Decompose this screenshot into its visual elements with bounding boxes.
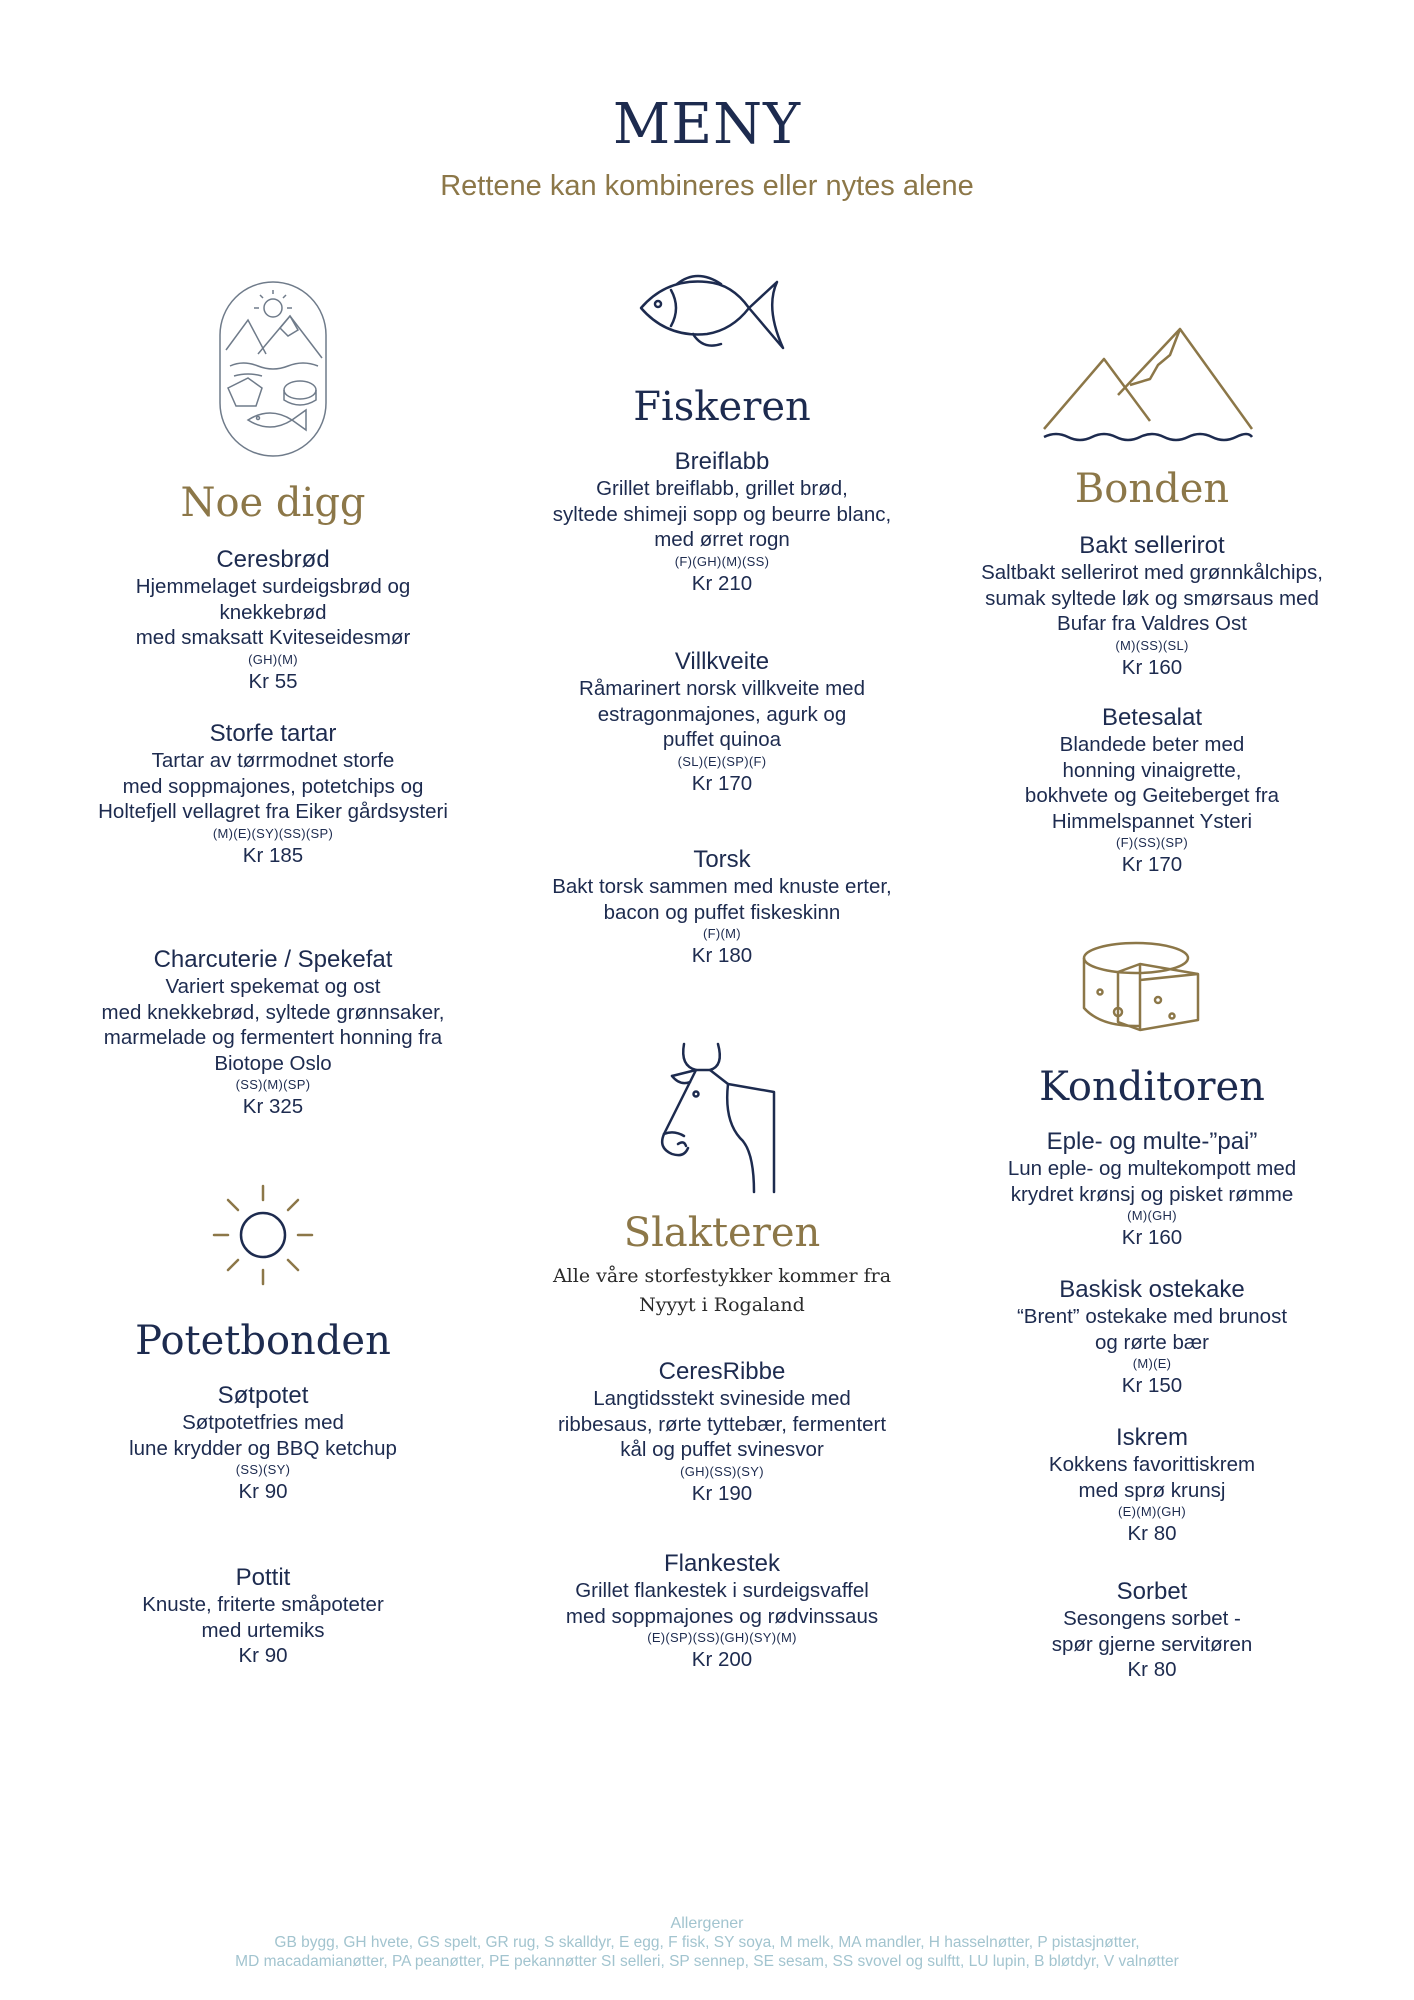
dish-charcuterie	[63, 946, 483, 1120]
dish-allergens: (M)(E)(SY)(SS)(SP)	[212, 825, 334, 841]
dish-name: Ceresbrød	[216, 546, 330, 573]
dish-name: Iskrem	[1116, 1424, 1188, 1451]
dish-name: Torsk	[693, 846, 751, 873]
section-title-noe-digg: Noe digg	[180, 480, 366, 526]
dish-allergens: (SL)(E)(SP)(F)	[677, 753, 767, 769]
dish-name: Søtpotet	[217, 1382, 309, 1409]
allergen-heading: Allergener	[670, 1915, 744, 1932]
allergen-line-1: GB bygg, GH hvete, GS spelt, GR rug, S skalldyr, E egg, F fisk, SY soya, M melk, MA mandler, H hasselnøtter, P pistasjnøtter,	[274, 1934, 1140, 1951]
dish-description: Kokkens favorittiskrem med sprø krunsj	[1048, 1453, 1256, 1502]
dish-allergens: (M)(E)	[1132, 1356, 1172, 1371]
dish-description: Langtidsstekt svineside med ribbesaus, rørte tyttebær, fermentert kål og puffet svinesvor	[557, 1387, 887, 1461]
dish-allergens: (M)(SS)(SL)	[1115, 637, 1189, 653]
dish-allergens: (F)(M)	[703, 926, 741, 941]
dish-allergens: (SS)(SY)	[235, 1462, 291, 1477]
landscape-oval-icon	[218, 280, 328, 458]
dish-price: Kr 190	[691, 1481, 753, 1505]
dish-name: CeresRibbe	[658, 1358, 786, 1385]
dish-price: Kr 200	[691, 1648, 753, 1671]
dish-price: Kr 90	[238, 1480, 288, 1503]
dish-description: Saltbakt sellerirot med grønnkålchips, sumak syltede løk og smørsaus med Bufar fra Valdres Ost	[981, 561, 1323, 635]
dish-storfe-tartar	[63, 720, 483, 869]
dish-price: Kr 150	[1121, 1374, 1183, 1397]
dish-description: Hjemmelaget surdeigsbrød og knekkebrød med smaksatt Kviteseidesmør	[135, 575, 411, 649]
dish-price: Kr 80	[1127, 1658, 1177, 1681]
dish-allergens: (F)(SS)(SP)	[1116, 835, 1188, 850]
dish-name: Sorbet	[1116, 1578, 1188, 1605]
dish-name: Flankestek	[663, 1550, 781, 1577]
dish-allergens: (M)(GH)	[1127, 1208, 1177, 1223]
dish-description: Grillet flankestek i surdeigsvaffel med soppmajones og rødvinssaus	[565, 1579, 879, 1628]
page-title: MENY	[612, 92, 802, 157]
section-title-bonden: Bonden	[1074, 466, 1230, 512]
dish-eple-multe-pai	[942, 1128, 1362, 1251]
allergen-footer	[0, 1914, 1414, 1971]
dish-price: Kr 170	[691, 771, 753, 795]
dish-description: Bakt torsk sammen med knuste erter, bacon og puffet fiskeskinn	[552, 875, 892, 924]
dish-price: Kr 160	[1121, 655, 1183, 679]
dish-allergens: (SS)(M)(SP)	[235, 1077, 311, 1092]
dish-pottit	[53, 1564, 473, 1669]
dish-price: Kr 170	[1121, 853, 1183, 876]
dish-name: Baskisk ostekake	[1059, 1276, 1245, 1303]
dish-bakt-sellerirot	[942, 532, 1362, 681]
dish-name: Betesalat	[1101, 704, 1203, 731]
dish-villkveite	[512, 648, 932, 797]
dish-allergens: (E)(M)(GH)	[1118, 1504, 1186, 1519]
cheese-icon	[1080, 940, 1202, 1036]
dish-price: Kr 80	[1127, 1522, 1177, 1545]
fish-icon	[637, 268, 787, 356]
section-title-potetbonden: Potetbonden	[135, 1318, 391, 1364]
dish-name: Breiflabb	[674, 448, 770, 475]
dish-ceresbrod	[63, 546, 483, 695]
dish-price: Kr 160	[1121, 1226, 1183, 1249]
dish-sorbet	[942, 1578, 1362, 1683]
section-title-fiskeren: Fiskeren	[633, 384, 811, 430]
dish-description: Sesongens sorbet - spør gjerne servitøren	[1051, 1607, 1253, 1656]
cow-head-icon	[654, 1040, 779, 1192]
dish-name: Villkveite	[674, 648, 770, 675]
section-title-slakteren: Slakteren	[623, 1210, 821, 1256]
dish-name: Bakt sellerirot	[1079, 532, 1225, 559]
dish-allergens: (E)(SP)(SS)(GH)(SY)(M)	[647, 1630, 797, 1645]
dish-description: “Brent” ostekake med brunost og rørte bær	[1016, 1305, 1288, 1354]
dish-price: Kr 210	[691, 571, 753, 595]
dish-allergens: (GH)(M)	[248, 651, 298, 667]
allergen-line-2: MD macadamianøtter, PA peanøtter, PE pekannøtter SI selleri, SP sennep, SE sesam, SS svovel og sulftt, LU lupin, B bløtdyr, V valnøtter	[235, 1953, 1179, 1970]
dish-allergens: (GH)(SS)(SY)	[680, 1463, 764, 1479]
slakteren-intro: Alle våre storfestykker kommer fra Nyyyt i Rogaland	[552, 1265, 892, 1316]
dish-description: Grillet breiflabb, grillet brød, syltede shimeji sopp og beurre blanc, med ørret rogn	[552, 477, 892, 551]
dish-price: Kr 325	[242, 1095, 304, 1118]
dish-name: Eple- og multe-”pai”	[1046, 1128, 1258, 1155]
dish-description: Lun eple- og multekompott med krydret krønsj og pisket rømme	[1007, 1157, 1297, 1206]
dish-sotpotet	[53, 1382, 473, 1505]
dish-torsk	[512, 846, 932, 969]
dish-name: Pottit	[235, 1564, 291, 1591]
dish-name: Charcuterie / Spekefat	[153, 946, 393, 973]
dish-description: Blandede beter med honning vinaigrette, bokhvete og Geiteberget fra Himmelspannet Ysteri	[1024, 733, 1280, 833]
dish-description: Søtpotetfries med lune krydder og BBQ ketchup	[129, 1411, 397, 1460]
section-title-konditoren: Konditoren	[1039, 1064, 1265, 1110]
dish-iskrem	[942, 1424, 1362, 1547]
dish-name: Storfe tartar	[209, 720, 337, 747]
dish-price: Kr 180	[691, 944, 753, 967]
dish-breiflabb	[512, 448, 932, 597]
dish-description: Råmarinert norsk villkveite med estragonmajones, agurk og puffet quinoa	[579, 677, 865, 751]
dish-description: Variert spekemat og ost med knekkebrød, syltede grønnsaker, marmelade og fermentert honning fra Biotope Oslo	[101, 975, 445, 1075]
dish-baskisk-ostekake	[942, 1276, 1362, 1399]
dish-price: Kr 55	[248, 669, 298, 693]
dish-price: Kr 90	[238, 1644, 288, 1667]
dish-ceresribbe	[512, 1358, 932, 1507]
mountains-icon	[1040, 325, 1255, 445]
sun-icon	[212, 1184, 314, 1286]
dish-flankestek	[512, 1550, 932, 1673]
dish-description: Knuste, friterte småpoteter med urtemiks	[142, 1593, 384, 1642]
dish-betesalat	[942, 704, 1362, 878]
dish-allergens: (F)(GH)(M)(SS)	[674, 553, 770, 569]
dish-price: Kr 185	[242, 843, 304, 867]
dish-description: Tartar av tørrmodnet storfe med soppmajones, potetchips og Holtefjell vellagret fra Eiker gårdsysteri	[98, 749, 448, 823]
page-subtitle: Rettene kan kombineres eller nytes alene	[440, 170, 974, 202]
